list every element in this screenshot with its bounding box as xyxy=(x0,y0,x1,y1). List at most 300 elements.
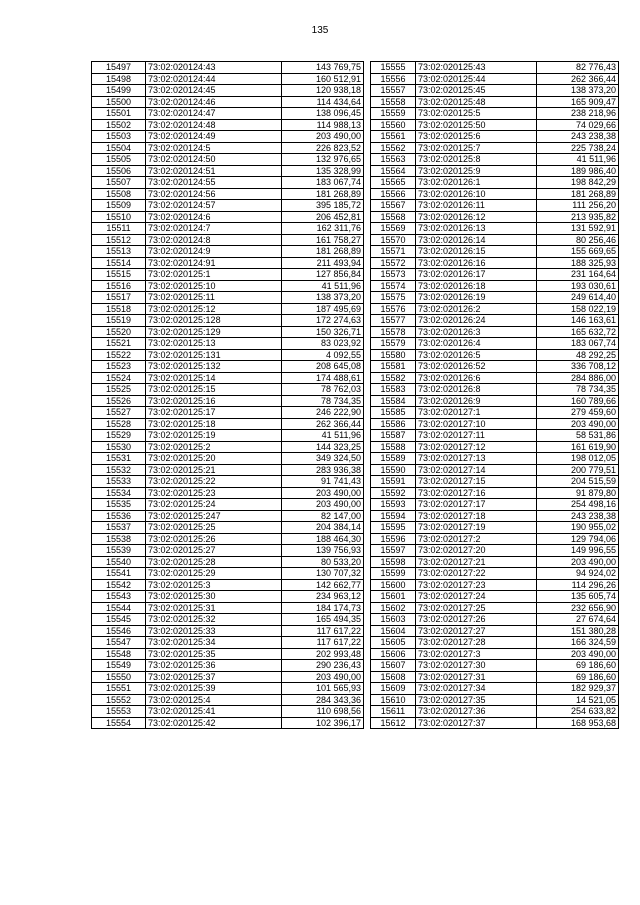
table-row xyxy=(92,73,364,85)
row-number-cell: 15598 xyxy=(371,556,416,568)
cadastral-number-cell: 73:02:020127:31 xyxy=(416,671,537,683)
value-cell: 395 185,72 xyxy=(282,200,364,212)
table-row xyxy=(92,177,364,189)
table-row xyxy=(92,315,364,327)
value-cell: 94 924,02 xyxy=(537,568,619,580)
table-row xyxy=(92,660,364,672)
row-number-cell: 15548 xyxy=(92,648,146,660)
cadastral-number-cell: 73:02:020126:11 xyxy=(416,200,537,212)
cadastral-number-cell: 73:02:020124:49 xyxy=(146,131,282,143)
cadastral-number-cell: 73:02:020125:5 xyxy=(416,108,537,120)
table-row xyxy=(371,280,619,292)
row-number-cell: 15502 xyxy=(92,119,146,131)
value-cell: 189 986,40 xyxy=(537,165,619,177)
cadastral-number-cell: 73:02:020125:19 xyxy=(146,430,282,442)
cadastral-number-cell: 73:02:020125:1 xyxy=(146,269,282,281)
value-cell: 204 384,14 xyxy=(282,522,364,534)
value-cell: 183 067,74 xyxy=(537,338,619,350)
cadastral-number-cell: 73:02:020125:3 xyxy=(146,579,282,591)
row-number-cell: 15536 xyxy=(92,510,146,522)
row-number-cell: 15523 xyxy=(92,361,146,373)
cadastral-number-cell: 73:02:020124:7 xyxy=(146,223,282,235)
value-cell: 262 366,44 xyxy=(282,418,364,430)
cadastral-number-cell: 73:02:020126:6 xyxy=(416,372,537,384)
row-number-cell: 15597 xyxy=(371,545,416,557)
row-number-cell: 15541 xyxy=(92,568,146,580)
row-number-cell: 15534 xyxy=(92,487,146,499)
row-number-cell: 15592 xyxy=(371,487,416,499)
value-cell: 129 794,06 xyxy=(537,533,619,545)
cadastral-number-cell: 73:02:020127:21 xyxy=(416,556,537,568)
table-row xyxy=(371,418,619,430)
value-cell: 143 769,75 xyxy=(282,62,364,74)
cadastral-number-cell: 73:02:020127:10 xyxy=(416,418,537,430)
cadastral-number-cell: 73:02:020124:55 xyxy=(146,177,282,189)
table-row xyxy=(371,154,619,166)
value-cell: 69 186,60 xyxy=(537,660,619,672)
row-number-cell: 15595 xyxy=(371,522,416,534)
row-number-cell: 15549 xyxy=(92,660,146,672)
cadastral-number-cell: 73:02:020125:132 xyxy=(146,361,282,373)
row-number-cell: 15566 xyxy=(371,188,416,200)
row-number-cell: 15543 xyxy=(92,591,146,603)
table-row xyxy=(371,556,619,568)
table-row xyxy=(92,246,364,258)
value-cell: 336 708,12 xyxy=(537,361,619,373)
table-row xyxy=(371,85,619,97)
value-cell: 203 490,00 xyxy=(282,671,364,683)
cadastral-number-cell: 73:02:020125:29 xyxy=(146,568,282,580)
row-number-cell: 15547 xyxy=(92,637,146,649)
cadastral-number-cell: 73:02:020126:12 xyxy=(416,211,537,223)
value-cell: 150 326,71 xyxy=(282,326,364,338)
value-cell: 117 617,22 xyxy=(282,637,364,649)
row-number-cell: 15528 xyxy=(92,418,146,430)
row-number-cell: 15552 xyxy=(92,694,146,706)
row-number-cell: 15567 xyxy=(371,200,416,212)
data-table-right xyxy=(370,61,619,729)
cadastral-number-cell: 73:02:020125:43 xyxy=(416,62,537,74)
table-row xyxy=(371,430,619,442)
cadastral-number-cell: 73:02:020126:17 xyxy=(416,269,537,281)
cadastral-number-cell: 73:02:020127:23 xyxy=(416,579,537,591)
cadastral-number-cell: 73:02:020126:19 xyxy=(416,292,537,304)
row-number-cell: 15531 xyxy=(92,453,146,465)
table-row xyxy=(371,579,619,591)
row-number-cell: 15508 xyxy=(92,188,146,200)
row-number-cell: 15516 xyxy=(92,280,146,292)
table-row xyxy=(92,200,364,212)
row-number-cell: 15517 xyxy=(92,292,146,304)
row-number-cell: 15506 xyxy=(92,165,146,177)
table-row xyxy=(92,361,364,373)
table-row xyxy=(371,165,619,177)
table-row xyxy=(92,303,364,315)
table-row xyxy=(371,648,619,660)
row-number-cell: 15577 xyxy=(371,315,416,327)
value-cell: 183 067,74 xyxy=(282,177,364,189)
value-cell: 144 323,25 xyxy=(282,441,364,453)
value-cell: 160 789,66 xyxy=(537,395,619,407)
value-cell: 162 311,76 xyxy=(282,223,364,235)
value-cell: 161 758,27 xyxy=(282,234,364,246)
cadastral-number-cell: 73:02:020125:7 xyxy=(416,142,537,154)
row-number-cell: 15572 xyxy=(371,257,416,269)
value-cell: 203 490,00 xyxy=(537,556,619,568)
row-number-cell: 15524 xyxy=(92,372,146,384)
cadastral-number-cell: 73:02:020126:52 xyxy=(416,361,537,373)
value-cell: 193 030,61 xyxy=(537,280,619,292)
cadastral-number-cell: 73:02:020127:35 xyxy=(416,694,537,706)
value-cell: 190 955,02 xyxy=(537,522,619,534)
row-number-cell: 15544 xyxy=(92,602,146,614)
cadastral-number-cell: 73:02:020126:18 xyxy=(416,280,537,292)
row-number-cell: 15569 xyxy=(371,223,416,235)
cadastral-number-cell: 73:02:020125:48 xyxy=(416,96,537,108)
table-row xyxy=(371,453,619,465)
value-cell: 41 511,96 xyxy=(282,280,364,292)
table-row xyxy=(92,683,364,695)
value-cell: 149 996,55 xyxy=(537,545,619,557)
table-row xyxy=(371,510,619,522)
cadastral-number-cell: 73:02:020126:13 xyxy=(416,223,537,235)
value-cell: 234 963,12 xyxy=(282,591,364,603)
cadastral-number-cell: 73:02:020124:56 xyxy=(146,188,282,200)
table-row xyxy=(92,85,364,97)
cadastral-number-cell: 73:02:020126:10 xyxy=(416,188,537,200)
page-number: 135 xyxy=(311,25,329,36)
row-number-cell: 15605 xyxy=(371,637,416,649)
cadastral-number-cell: 73:02:020125:34 xyxy=(146,637,282,649)
value-cell: 225 738,24 xyxy=(537,142,619,154)
row-number-cell: 15612 xyxy=(371,717,416,729)
table-row xyxy=(92,108,364,120)
value-cell: 135 605,74 xyxy=(537,591,619,603)
row-number-cell: 15576 xyxy=(371,303,416,315)
value-cell: 83 023,92 xyxy=(282,338,364,350)
row-number-cell: 15599 xyxy=(371,568,416,580)
row-number-cell: 15590 xyxy=(371,464,416,476)
cadastral-number-cell: 73:02:020127:14 xyxy=(416,464,537,476)
value-cell: 238 218,96 xyxy=(537,108,619,120)
table-row xyxy=(371,464,619,476)
table-row xyxy=(92,62,364,74)
value-cell: 181 268,89 xyxy=(282,188,364,200)
row-number-cell: 15600 xyxy=(371,579,416,591)
row-number-cell: 15581 xyxy=(371,361,416,373)
cadastral-number-cell: 73:02:020126:5 xyxy=(416,349,537,361)
cadastral-number-cell: 73:02:020125:8 xyxy=(416,154,537,166)
row-number-cell: 15584 xyxy=(371,395,416,407)
cadastral-number-cell: 73:02:020125:131 xyxy=(146,349,282,361)
row-number-cell: 15604 xyxy=(371,625,416,637)
value-cell: 202 993,48 xyxy=(282,648,364,660)
table-row xyxy=(371,717,619,729)
row-number-cell: 15497 xyxy=(92,62,146,74)
value-cell: 114 434,64 xyxy=(282,96,364,108)
value-cell: 135 328,99 xyxy=(282,165,364,177)
table-row xyxy=(371,246,619,258)
cadastral-number-cell: 73:02:020125:128 xyxy=(146,315,282,327)
row-number-cell: 15546 xyxy=(92,625,146,637)
value-cell: 166 324,59 xyxy=(537,637,619,649)
value-cell: 110 698,56 xyxy=(282,706,364,718)
value-cell: 206 452,81 xyxy=(282,211,364,223)
table-row xyxy=(92,384,364,396)
table-row xyxy=(371,131,619,143)
cadastral-number-cell: 73:02:020124:6 xyxy=(146,211,282,223)
table-row xyxy=(92,625,364,637)
row-number-cell: 15499 xyxy=(92,85,146,97)
table-row xyxy=(92,349,364,361)
row-number-cell: 15519 xyxy=(92,315,146,327)
cadastral-number-cell: 73:02:020125:10 xyxy=(146,280,282,292)
value-cell: 203 490,00 xyxy=(537,648,619,660)
value-cell: 254 633,82 xyxy=(537,706,619,718)
table-row xyxy=(92,338,364,350)
value-cell: 80 533,20 xyxy=(282,556,364,568)
value-cell: 184 174,73 xyxy=(282,602,364,614)
cadastral-number-cell: 73:02:020125:30 xyxy=(146,591,282,603)
table-row xyxy=(92,533,364,545)
table-row xyxy=(92,499,364,511)
table-row xyxy=(371,292,619,304)
row-number-cell: 15589 xyxy=(371,453,416,465)
table-row xyxy=(92,522,364,534)
cadastral-number-cell: 73:02:020125:25 xyxy=(146,522,282,534)
value-cell: 48 292,25 xyxy=(537,349,619,361)
value-cell: 58 531,86 xyxy=(537,430,619,442)
value-cell: 102 396,17 xyxy=(282,717,364,729)
row-number-cell: 15529 xyxy=(92,430,146,442)
cadastral-number-cell: 73:02:020125:45 xyxy=(416,85,537,97)
cadastral-number-cell: 73:02:020126:8 xyxy=(416,384,537,396)
value-cell: 200 779,51 xyxy=(537,464,619,476)
cadastral-number-cell: 73:02:020125:23 xyxy=(146,487,282,499)
cadastral-number-cell: 73:02:020124:47 xyxy=(146,108,282,120)
value-cell: 181 268,89 xyxy=(282,246,364,258)
row-number-cell: 15611 xyxy=(371,706,416,718)
table-row xyxy=(371,568,619,580)
value-cell: 198 012,05 xyxy=(537,453,619,465)
table-row xyxy=(371,96,619,108)
row-number-cell: 15556 xyxy=(371,73,416,85)
row-number-cell: 15587 xyxy=(371,430,416,442)
table-row xyxy=(371,257,619,269)
cadastral-number-cell: 73:02:020124:44 xyxy=(146,73,282,85)
table-row xyxy=(371,706,619,718)
row-number-cell: 15505 xyxy=(92,154,146,166)
value-cell: 165 909,47 xyxy=(537,96,619,108)
cadastral-number-cell: 73:02:020127:16 xyxy=(416,487,537,499)
cadastral-number-cell: 73:02:020126:3 xyxy=(416,326,537,338)
value-cell: 284 886,00 xyxy=(537,372,619,384)
table-row xyxy=(92,326,364,338)
value-cell: 138 373,20 xyxy=(537,85,619,97)
row-number-cell: 15512 xyxy=(92,234,146,246)
row-number-cell: 15575 xyxy=(371,292,416,304)
cadastral-number-cell: 73:02:020127:12 xyxy=(416,441,537,453)
value-cell: 249 614,40 xyxy=(537,292,619,304)
value-cell: 168 953,68 xyxy=(537,717,619,729)
row-number-cell: 15522 xyxy=(92,349,146,361)
table-row xyxy=(371,326,619,338)
table-row xyxy=(92,188,364,200)
table-row xyxy=(92,292,364,304)
cadastral-number-cell: 73:02:020124:8 xyxy=(146,234,282,246)
table-row xyxy=(371,614,619,626)
value-cell: 78 734,35 xyxy=(282,395,364,407)
cadastral-number-cell: 73:02:020126:16 xyxy=(416,257,537,269)
cadastral-number-cell: 73:02:020127:30 xyxy=(416,660,537,672)
value-cell: 246 222,90 xyxy=(282,407,364,419)
cadastral-number-cell: 73:02:020125:41 xyxy=(146,706,282,718)
value-cell: 139 756,93 xyxy=(282,545,364,557)
row-number-cell: 15564 xyxy=(371,165,416,177)
table-row xyxy=(92,119,364,131)
table-row xyxy=(92,579,364,591)
value-cell: 138 096,45 xyxy=(282,108,364,120)
table-row xyxy=(92,614,364,626)
table-row xyxy=(371,602,619,614)
row-number-cell: 15553 xyxy=(92,706,146,718)
table-row xyxy=(92,131,364,143)
value-cell: 226 823,52 xyxy=(282,142,364,154)
row-number-cell: 15530 xyxy=(92,441,146,453)
table-row xyxy=(371,142,619,154)
cadastral-number-cell: 73:02:020125:37 xyxy=(146,671,282,683)
table-row xyxy=(371,522,619,534)
row-number-cell: 15606 xyxy=(371,648,416,660)
table-row xyxy=(92,372,364,384)
table-row xyxy=(92,464,364,476)
cadastral-number-cell: 73:02:020124:48 xyxy=(146,119,282,131)
row-number-cell: 15526 xyxy=(92,395,146,407)
table-row xyxy=(92,706,364,718)
cadastral-number-cell: 73:02:020125:4 xyxy=(146,694,282,706)
row-number-cell: 15540 xyxy=(92,556,146,568)
cadastral-number-cell: 73:02:020127:3 xyxy=(416,648,537,660)
cadastral-number-cell: 73:02:020126:14 xyxy=(416,234,537,246)
row-number-cell: 15510 xyxy=(92,211,146,223)
row-number-cell: 15602 xyxy=(371,602,416,614)
value-cell: 114 296,26 xyxy=(537,579,619,591)
cadastral-number-cell: 73:02:020127:18 xyxy=(416,510,537,522)
cadastral-number-cell: 73:02:020125:44 xyxy=(416,73,537,85)
value-cell: 243 238,38 xyxy=(537,131,619,143)
cadastral-number-cell: 73:02:020127:15 xyxy=(416,476,537,488)
table-row xyxy=(371,73,619,85)
value-cell: 151 380,28 xyxy=(537,625,619,637)
value-cell: 279 459,60 xyxy=(537,407,619,419)
row-number-cell: 15570 xyxy=(371,234,416,246)
row-number-cell: 15537 xyxy=(92,522,146,534)
table-row xyxy=(371,499,619,511)
value-cell: 213 935,82 xyxy=(537,211,619,223)
table-row xyxy=(92,591,364,603)
value-cell: 243 238,38 xyxy=(537,510,619,522)
table-row xyxy=(92,211,364,223)
cadastral-number-cell: 73:02:020125:36 xyxy=(146,660,282,672)
value-cell: 203 490,00 xyxy=(282,487,364,499)
cadastral-number-cell: 73:02:020126:1 xyxy=(416,177,537,189)
cadastral-number-cell: 73:02:020125:14 xyxy=(146,372,282,384)
value-cell: 203 490,00 xyxy=(282,499,364,511)
value-cell: 187 495,69 xyxy=(282,303,364,315)
value-cell: 284 343,36 xyxy=(282,694,364,706)
row-number-cell: 15580 xyxy=(371,349,416,361)
cadastral-number-cell: 73:02:020127:27 xyxy=(416,625,537,637)
row-number-cell: 15583 xyxy=(371,384,416,396)
cadastral-number-cell: 73:02:020125:11 xyxy=(146,292,282,304)
row-number-cell: 15514 xyxy=(92,257,146,269)
value-cell: 74 029,66 xyxy=(537,119,619,131)
table-row xyxy=(92,487,364,499)
cadastral-number-cell: 73:02:020125:35 xyxy=(146,648,282,660)
cadastral-number-cell: 73:02:020124:51 xyxy=(146,165,282,177)
row-number-cell: 15560 xyxy=(371,119,416,131)
row-number-cell: 15568 xyxy=(371,211,416,223)
value-cell: 120 938,18 xyxy=(282,85,364,97)
row-number-cell: 15521 xyxy=(92,338,146,350)
table-row xyxy=(92,165,364,177)
value-cell: 161 619,90 xyxy=(537,441,619,453)
table-row xyxy=(371,315,619,327)
cadastral-number-cell: 73:02:020124:45 xyxy=(146,85,282,97)
table-row xyxy=(371,349,619,361)
cadastral-number-cell: 73:02:020127:36 xyxy=(416,706,537,718)
table-row xyxy=(92,602,364,614)
data-table-left xyxy=(91,61,364,729)
table-row xyxy=(371,671,619,683)
value-cell: 14 521,05 xyxy=(537,694,619,706)
value-cell: 155 669,65 xyxy=(537,246,619,258)
cadastral-number-cell: 73:02:020124:46 xyxy=(146,96,282,108)
row-number-cell: 15558 xyxy=(371,96,416,108)
cadastral-number-cell: 73:02:020125:33 xyxy=(146,625,282,637)
table-row xyxy=(371,395,619,407)
value-cell: 117 617,22 xyxy=(282,625,364,637)
cadastral-number-cell: 73:02:020127:2 xyxy=(416,533,537,545)
row-number-cell: 15539 xyxy=(92,545,146,557)
row-number-cell: 15509 xyxy=(92,200,146,212)
cadastral-number-cell: 73:02:020125:42 xyxy=(146,717,282,729)
value-cell: 127 856,84 xyxy=(282,269,364,281)
cadastral-number-cell: 73:02:020126:9 xyxy=(416,395,537,407)
value-cell: 80 256,46 xyxy=(537,234,619,246)
value-cell: 142 662,77 xyxy=(282,579,364,591)
table-row xyxy=(371,372,619,384)
table-row xyxy=(371,223,619,235)
table-row xyxy=(92,694,364,706)
value-cell: 82 147,00 xyxy=(282,510,364,522)
table-row xyxy=(92,395,364,407)
table-row xyxy=(371,441,619,453)
row-number-cell: 15554 xyxy=(92,717,146,729)
cadastral-number-cell: 73:02:020126:24 xyxy=(416,315,537,327)
table-row xyxy=(92,407,364,419)
value-cell: 78 762,03 xyxy=(282,384,364,396)
row-number-cell: 15520 xyxy=(92,326,146,338)
table-row xyxy=(92,637,364,649)
table-row xyxy=(92,717,364,729)
cadastral-number-cell: 73:02:020125:129 xyxy=(146,326,282,338)
cadastral-number-cell: 73:02:020125:6 xyxy=(416,131,537,143)
table-row xyxy=(371,119,619,131)
row-number-cell: 15588 xyxy=(371,441,416,453)
row-number-cell: 15504 xyxy=(92,142,146,154)
value-cell: 211 493,94 xyxy=(282,257,364,269)
